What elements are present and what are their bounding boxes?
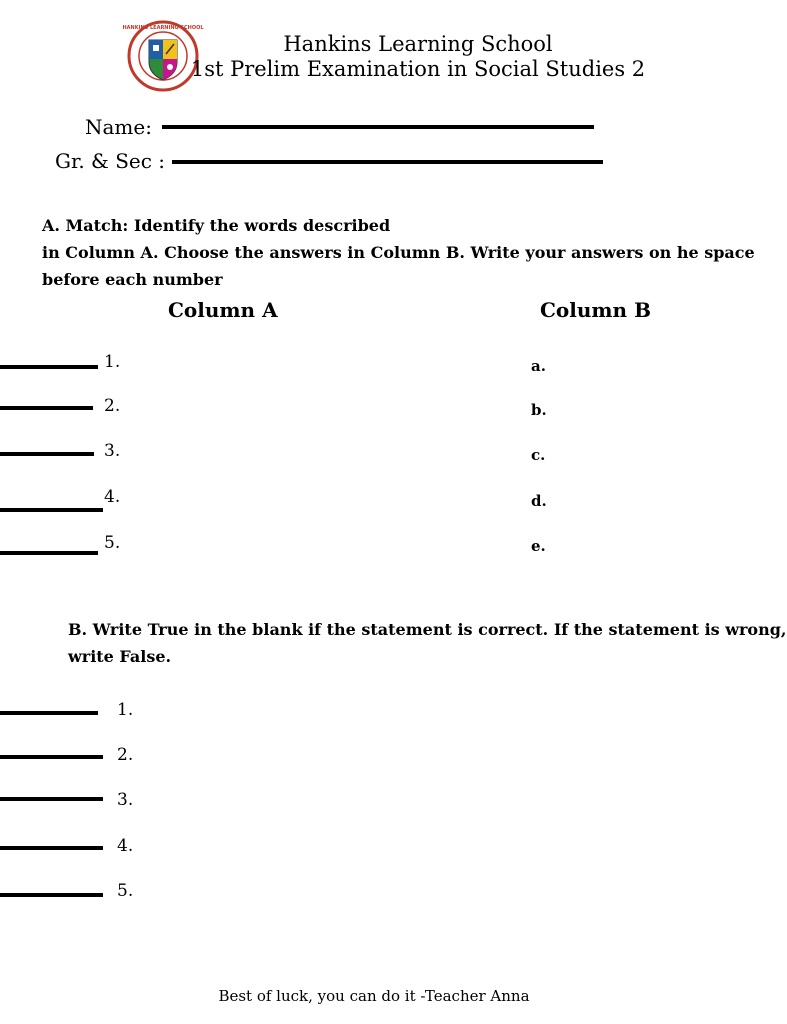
column-b-choice: d. (531, 492, 547, 510)
logo-text: HANKINS LEARNING SCHOOL (122, 25, 204, 31)
section-label: Gr. & Sec : (55, 149, 166, 173)
answer-blank-a3[interactable] (0, 452, 94, 456)
answer-blank-a2[interactable] (0, 406, 93, 410)
column-b-title: Column B (540, 298, 651, 322)
name-blank-line[interactable] (162, 125, 594, 129)
column-b-choice: e. (531, 537, 546, 555)
column-b-choice: b. (531, 401, 547, 419)
column-a-item-number: 1. (104, 352, 121, 372)
answer-blank-b4[interactable] (0, 846, 103, 850)
true-false-item-number: 2. (117, 745, 134, 765)
section-b-instruction-line2: write False. (68, 647, 172, 666)
column-b-choice: c. (531, 446, 546, 464)
answer-blank-a5[interactable] (0, 551, 98, 555)
answer-blank-b5[interactable] (0, 893, 103, 897)
answer-blank-a1[interactable] (0, 365, 98, 369)
column-a-item-number: 5. (104, 533, 121, 553)
footer-note: Best of luck, you can do it -Teacher Anna (218, 987, 530, 1005)
exam-title: 1st Prelim Examination in Social Studies 2 (190, 57, 646, 81)
column-a-item-number: 3. (104, 441, 121, 461)
section-b-instruction-line1: B. Write True in the blank if the statement is correct. If the statement is wrong, (68, 620, 787, 639)
section-a-instruction-line3: before each number (42, 270, 223, 289)
section-a-instruction-line1: A. Match: Identify the words described (42, 216, 391, 235)
answer-blank-b2[interactable] (0, 755, 103, 759)
name-label: Name: (85, 115, 152, 139)
section-a-instruction-line2: in Column A. Choose the answers in Column B. Write your answers on he space (42, 243, 755, 262)
true-false-item-number: 1. (117, 700, 134, 720)
answer-blank-a4[interactable] (0, 508, 103, 512)
true-false-item-number: 5. (117, 881, 134, 901)
true-false-item-number: 4. (117, 836, 134, 856)
answer-blank-b1[interactable] (0, 711, 98, 715)
column-b-choice: a. (531, 357, 546, 375)
answer-blank-b3[interactable] (0, 797, 103, 801)
column-a-title: Column A (168, 298, 278, 322)
school-name: Hankins Learning School (283, 32, 553, 56)
section-blank-line[interactable] (172, 160, 603, 164)
true-false-item-number: 3. (117, 790, 134, 810)
column-a-item-number: 4. (104, 487, 121, 507)
column-a-item-number: 2. (104, 396, 121, 416)
